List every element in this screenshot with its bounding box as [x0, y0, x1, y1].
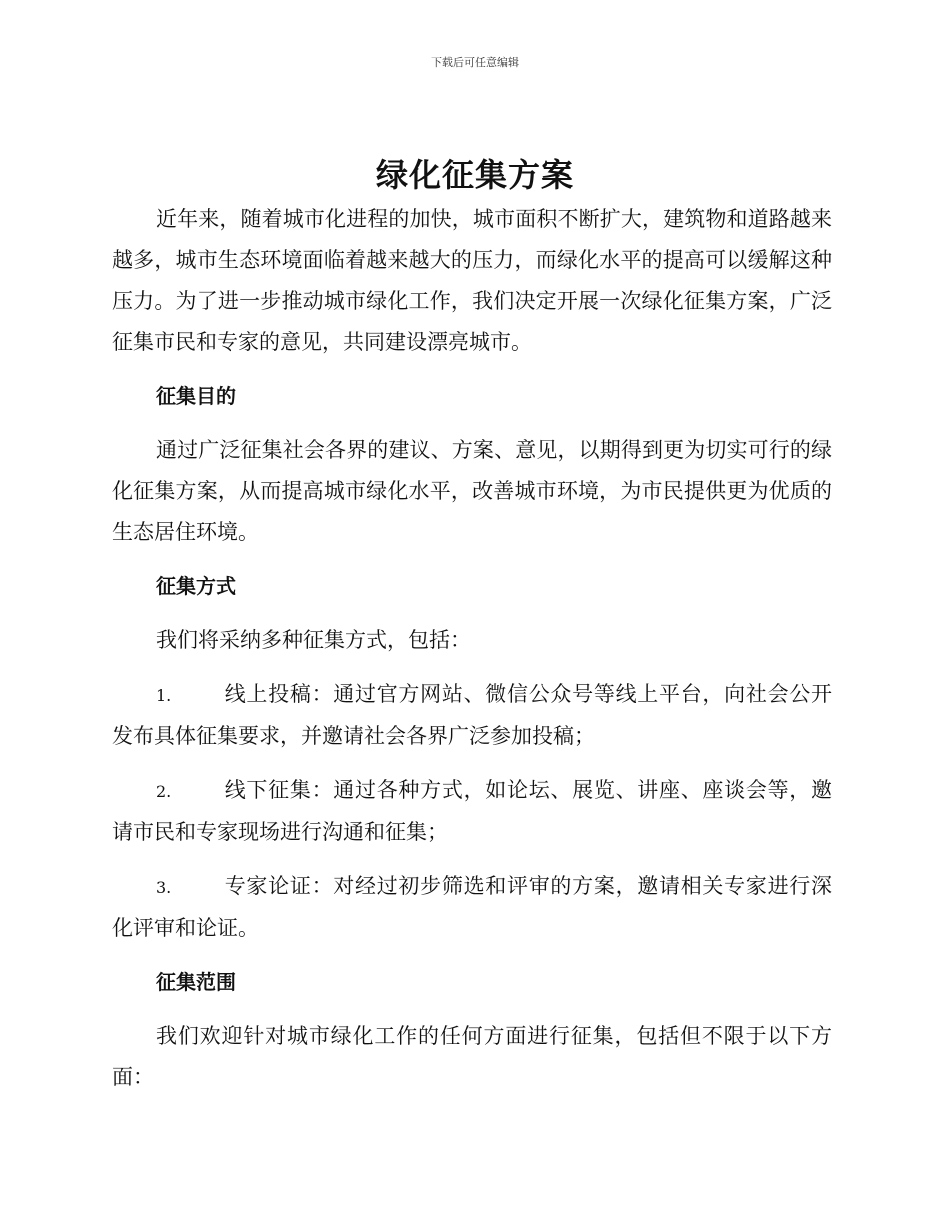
list-number: 3.: [156, 878, 172, 897]
list-item: [112, 866, 832, 949]
document-body: [112, 199, 832, 1098]
list-item: [112, 674, 832, 757]
intro-paragraph: 近年来，随着城市化进程的加快，城市面积不断扩大，建筑物和道路越来越多，城市生态环境面临着越来越大的压力，而绿化水平的提高可以缓解这种压力。为了进一步推动城市绿化工作，我们决定开展一次绿化征集方案，广泛征集市民和专家的意见，共同建设漂亮城市。: [112, 207, 832, 354]
section-text-purpose: 通过广泛征集社会各界的建议、方案、意见，以期得到更为切实可行的绿化征集方案，从而提高城市绿化水平，改善城市环境，为市民提供更为优质的生态居住环境。: [112, 438, 832, 544]
list-text: 专家论证：对经过初步筛选和评审的方案，邀请相关专家进行深化评审和论证。: [112, 874, 832, 940]
section-text-method: 我们将采纳多种征集方式，包括：: [156, 628, 471, 652]
list-text: 线上投稿：通过官方网站、微信公众号等线上平台，向社会公开发布具体征集要求，并邀请社会各界广泛参加投稿；: [112, 682, 832, 748]
list-text: 线下征集：通过各种方式，如论坛、展览、讲座、座谈会等，邀请市民和专家现场进行沟通和征集；: [112, 778, 832, 844]
list-number: 2.: [156, 782, 172, 801]
section-heading-scope: 征集范围: [156, 970, 236, 994]
document-title: 绿化征集方案: [375, 156, 574, 194]
section-heading-purpose: 征集目的: [156, 384, 236, 408]
section-text-scope: 我们欢迎针对城市绿化工作的任何方面进行征集，包括但不限于以下方面：: [112, 1024, 832, 1089]
list-number: 1.: [156, 686, 172, 705]
list-item: [112, 770, 832, 853]
header-note: 下载后可任意编辑: [431, 56, 519, 69]
section-heading-method: 征集方式: [156, 574, 236, 598]
